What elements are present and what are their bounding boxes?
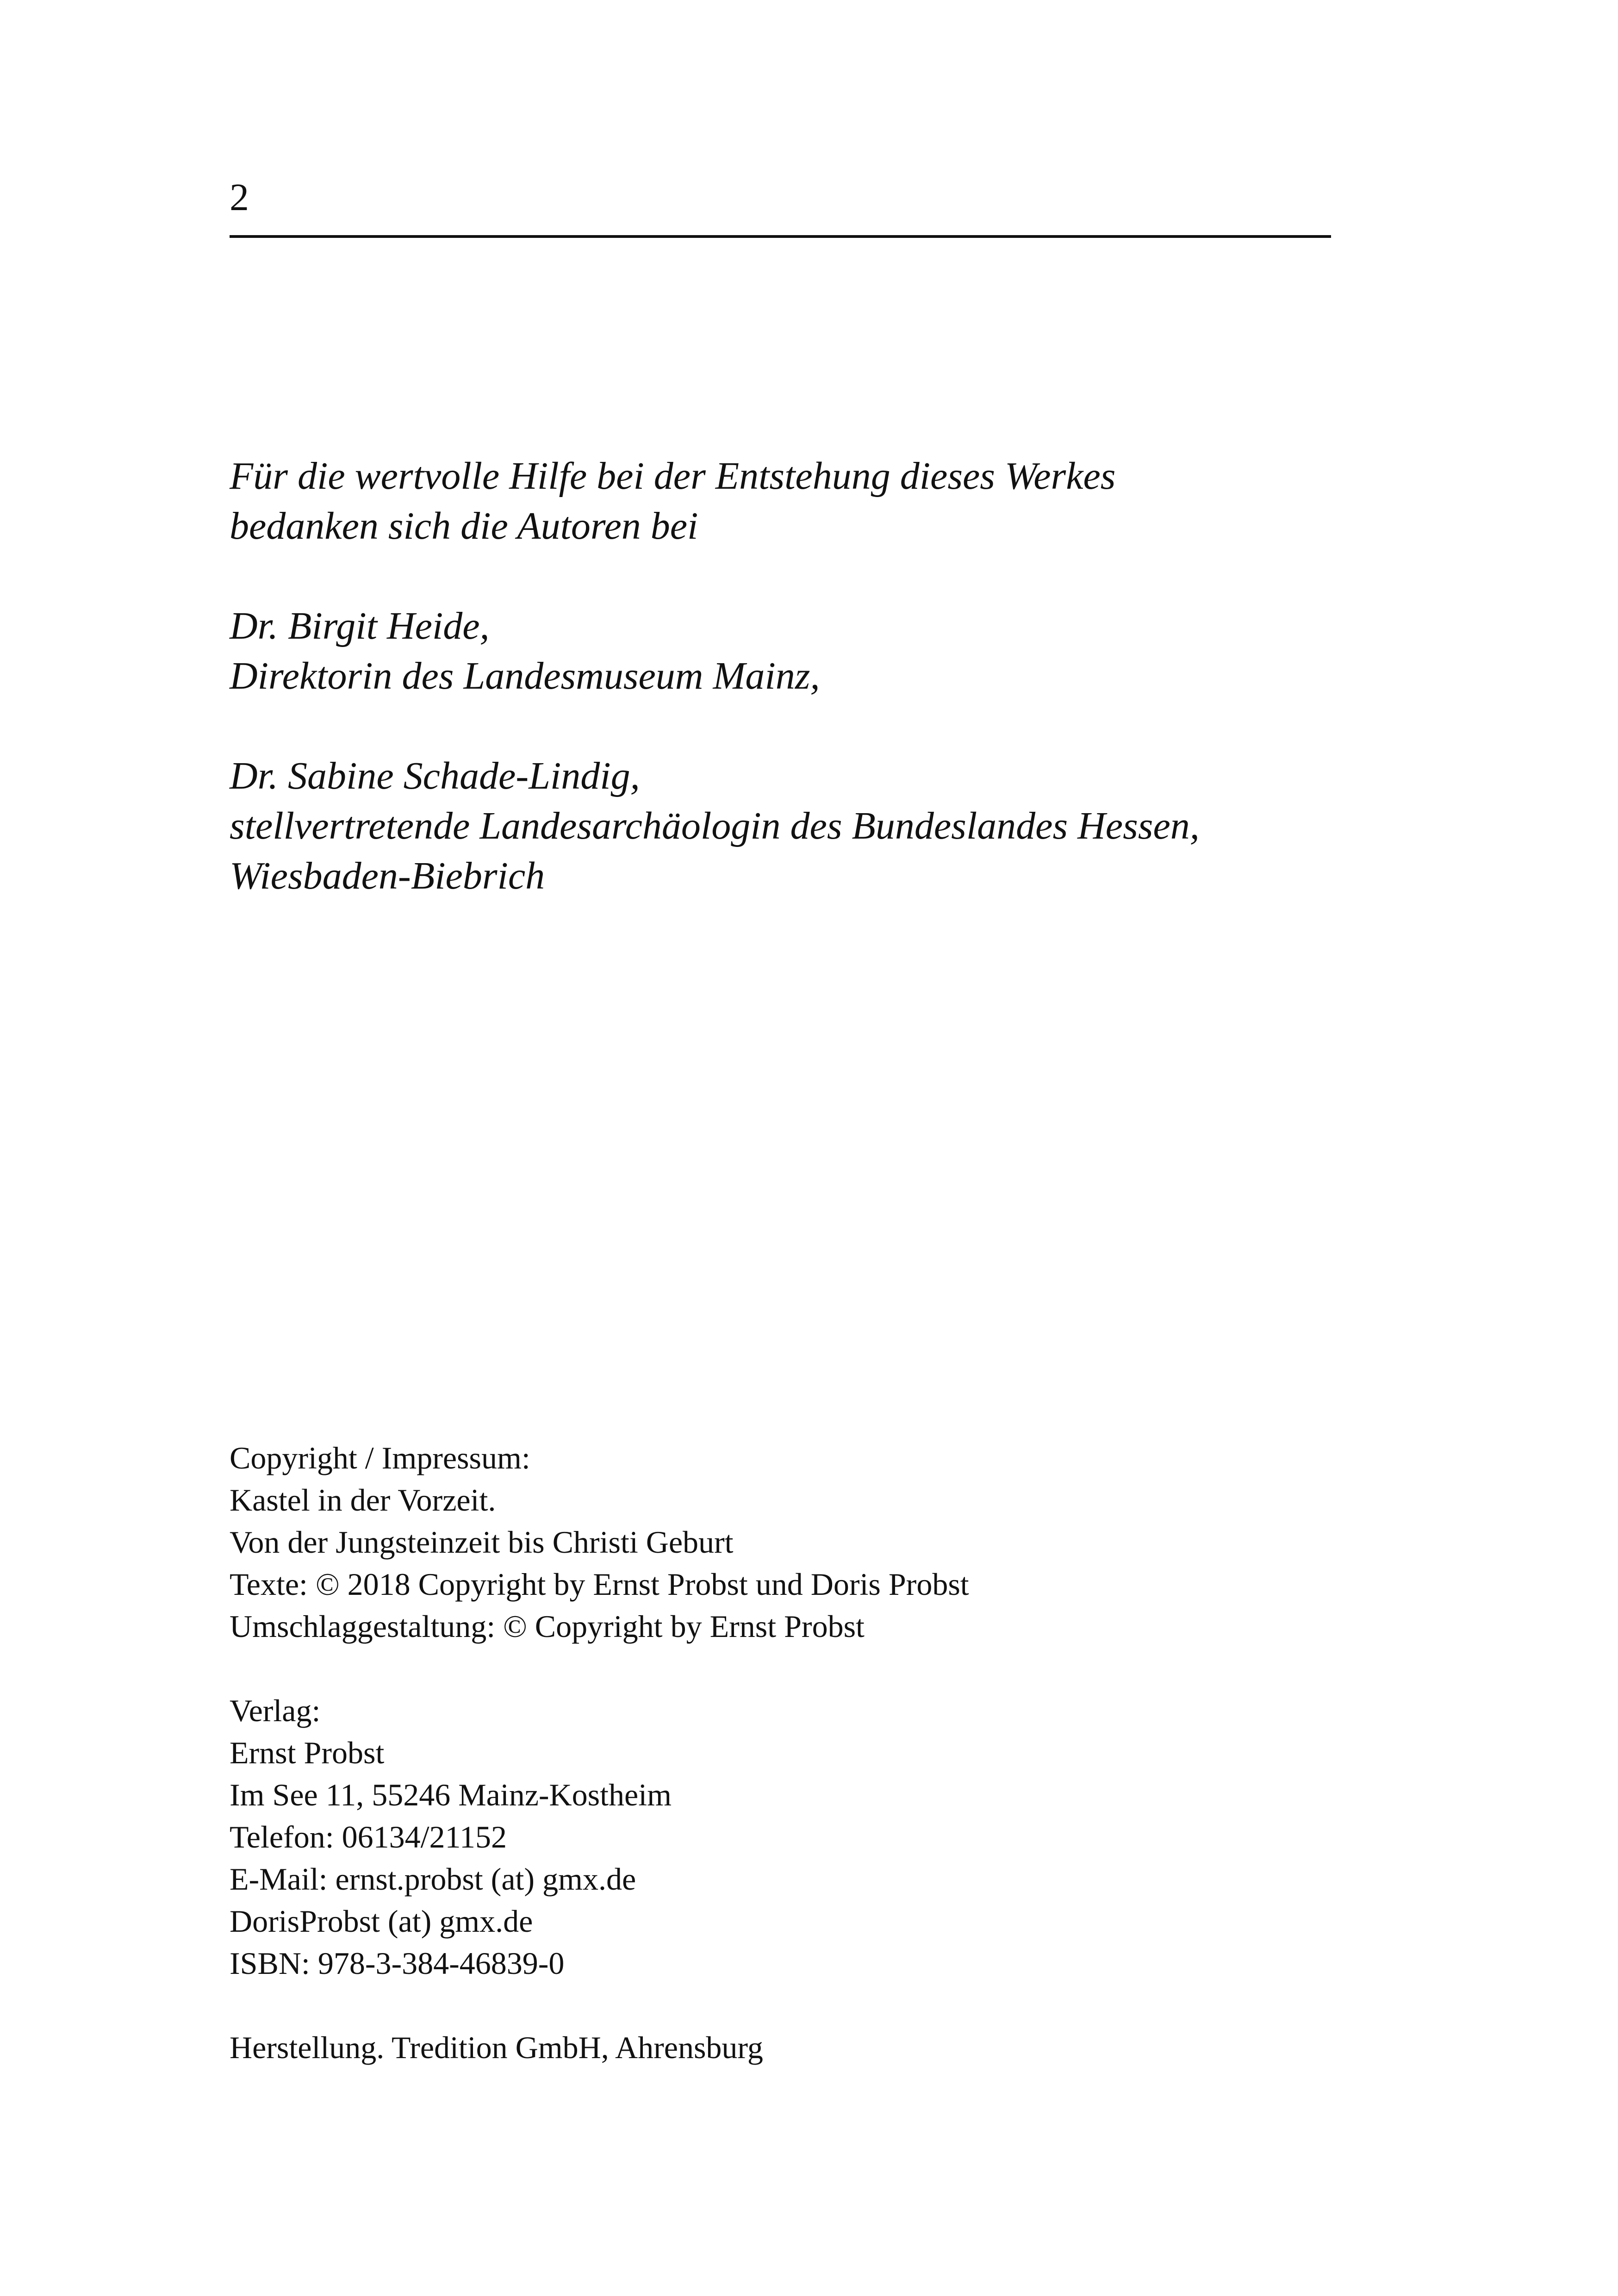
- imprint-heading: Copyright / Impressum:: [230, 1440, 530, 1475]
- publisher-email-2: DorisProbst (at) gmx.de: [230, 1904, 533, 1939]
- publisher-name: Ernst Probst: [230, 1735, 385, 1770]
- dedication-line: Für die wertvolle Hilfe bei der Entstehung dieses Werkes: [230, 454, 1116, 498]
- publisher-heading: Verlag:: [230, 1693, 321, 1728]
- text-copyright: Texte: © 2018 Copyright by Ernst Probst und Doris Probst: [230, 1567, 969, 1602]
- book-subtitle: Von der Jungsteinzeit bis Christi Geburt: [230, 1524, 734, 1560]
- header-rule: [230, 235, 1331, 238]
- production-line: Herstellung. Tredition GmbH, Ahrensburg: [230, 2030, 763, 2065]
- page-number: 2: [230, 176, 249, 219]
- imprint: [230, 1437, 1479, 2111]
- dedication-line: bedanken sich die Autoren bei: [230, 504, 698, 548]
- isbn: ISBN: 978-3-384-46839-0: [230, 1946, 565, 1981]
- dedication-person-schade-lindig: [230, 751, 1479, 901]
- person-role: Direktorin des Landesmuseum Mainz,: [230, 654, 820, 697]
- book-title: Kastel in der Vorzeit.: [230, 1482, 496, 1518]
- person-name: Dr. Birgit Heide,: [230, 604, 490, 647]
- dedication-intro: [230, 451, 1479, 551]
- dedication-person-heide: [230, 601, 1479, 701]
- imprint-publisher: [230, 1690, 1479, 1985]
- cover-copyright: Umschlaggestaltung: © Copyright by Ernst Probst: [230, 1609, 865, 1644]
- person-name: Dr. Sabine Schade-Lindig,: [230, 754, 640, 797]
- publisher-phone: Telefon: 06134/21152: [230, 1819, 507, 1854]
- imprint-production: [230, 2027, 1479, 2069]
- publisher-email: E-Mail: ernst.probst (at) gmx.de: [230, 1861, 636, 1897]
- publisher-address: Im See 11, 55246 Mainz-Kostheim: [230, 1777, 672, 1812]
- imprint-copyright: [230, 1437, 1479, 1648]
- person-location: Wiesbaden-Biebrich: [230, 854, 545, 897]
- dedication: [230, 451, 1479, 951]
- person-role: stellvertretende Landesarchäologin des Bundeslandes Hessen,: [230, 804, 1200, 847]
